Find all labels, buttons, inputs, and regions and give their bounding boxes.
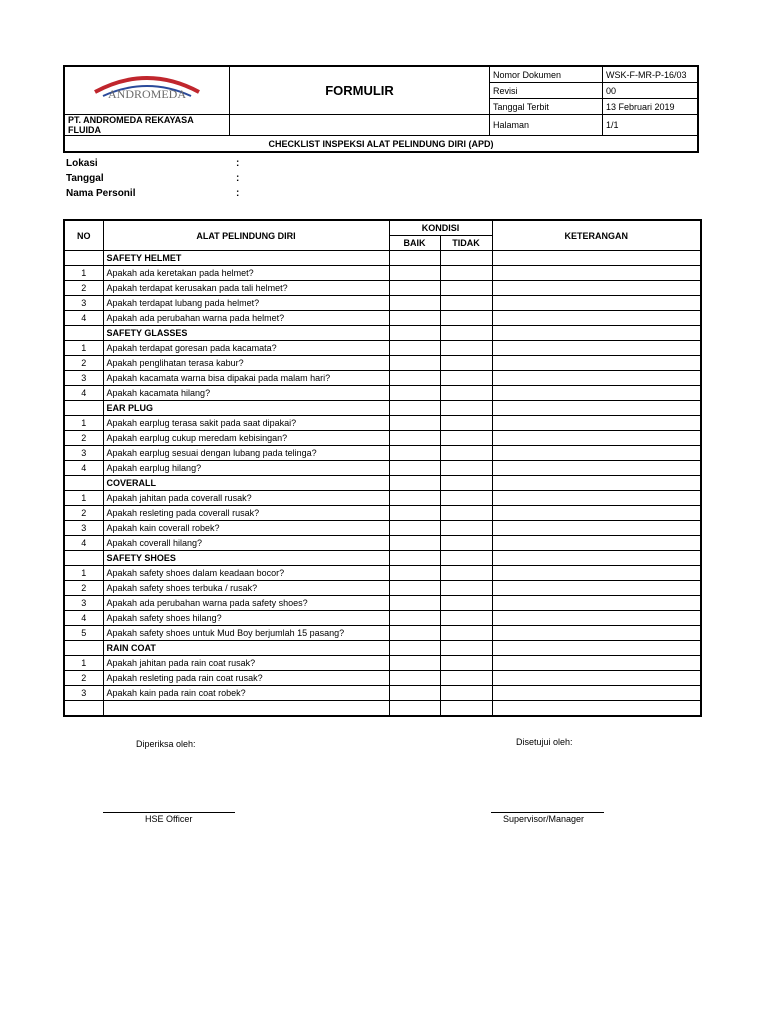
item-number: 2	[64, 431, 103, 446]
keterangan-cell[interactable]	[492, 446, 701, 461]
keterangan-cell[interactable]	[492, 356, 701, 371]
col-kondisi-header: KONDISI	[389, 220, 492, 236]
empty-cell	[64, 641, 103, 656]
item-question: Apakah resleting pada rain coat rusak?	[103, 671, 389, 686]
keterangan-cell[interactable]	[492, 461, 701, 476]
item-question: Apakah coverall hilang?	[103, 536, 389, 551]
tidak-cell[interactable]	[440, 461, 492, 476]
keterangan-cell[interactable]	[492, 326, 701, 341]
form-subtitle: CHECKLIST INSPEKSI ALAT PELINDUNG DIRI (APD)	[64, 136, 698, 153]
tidak-cell[interactable]	[440, 596, 492, 611]
table-row	[64, 416, 701, 431]
table-row	[64, 371, 701, 386]
tidak-cell[interactable]	[440, 641, 492, 656]
item-number: 1	[64, 656, 103, 671]
keterangan-cell[interactable]	[492, 521, 701, 536]
empty-cell	[230, 115, 490, 136]
signature-line-supervisor	[491, 812, 604, 813]
tidak-cell[interactable]	[440, 686, 492, 701]
item-question: Apakah ada perubahan warna pada safety shoes?	[103, 596, 389, 611]
item-number: 3	[64, 296, 103, 311]
hse-officer-label: HSE Officer	[145, 814, 193, 824]
tidak-cell[interactable]	[440, 491, 492, 506]
col-alat-header: ALAT PELINDUNG DIRI	[103, 220, 389, 251]
section-row	[64, 641, 701, 656]
item-question	[103, 701, 389, 717]
tidak-cell[interactable]	[440, 266, 492, 281]
keterangan-cell[interactable]	[492, 536, 701, 551]
item-number: 4	[64, 386, 103, 401]
meta-label: Tanggal Terbit	[490, 99, 603, 115]
field-colon: :	[236, 158, 240, 169]
item-number: 1	[64, 566, 103, 581]
baik-cell[interactable]	[389, 701, 440, 717]
baik-cell[interactable]	[389, 281, 440, 296]
baik-cell[interactable]	[389, 326, 440, 341]
tidak-cell[interactable]	[440, 551, 492, 566]
baik-cell[interactable]	[389, 641, 440, 656]
item-number: 2	[64, 581, 103, 596]
baik-cell[interactable]	[389, 611, 440, 626]
tidak-cell[interactable]	[440, 281, 492, 296]
section-title: SAFETY HELMET	[103, 251, 389, 266]
tidak-cell[interactable]	[440, 701, 492, 717]
tidak-cell[interactable]	[440, 416, 492, 431]
empty-cell	[64, 251, 103, 266]
keterangan-cell[interactable]	[492, 506, 701, 521]
item-question: Apakah jahitan pada coverall rusak?	[103, 491, 389, 506]
item-number: 1	[64, 341, 103, 356]
baik-cell[interactable]	[389, 656, 440, 671]
table-row	[64, 461, 701, 476]
baik-cell[interactable]	[389, 341, 440, 356]
field-colon: :	[236, 188, 240, 199]
section-row	[64, 251, 701, 266]
checked-by-label: Diperiksa oleh:	[136, 739, 196, 749]
section-title: EAR PLUG	[103, 401, 389, 416]
baik-cell[interactable]	[389, 296, 440, 311]
table-row	[64, 581, 701, 596]
keterangan-cell[interactable]	[492, 416, 701, 431]
baik-cell[interactable]	[389, 401, 440, 416]
meta-value: WSK-F-MR-P-16/03	[603, 66, 699, 83]
tidak-cell[interactable]	[440, 341, 492, 356]
tidak-cell[interactable]	[440, 446, 492, 461]
keterangan-cell[interactable]	[492, 296, 701, 311]
table-row	[64, 566, 701, 581]
tidak-cell[interactable]	[440, 311, 492, 326]
baik-cell[interactable]	[389, 416, 440, 431]
item-question: Apakah safety shoes untuk Mud Boy berjumlah 15 pasang?	[103, 626, 389, 641]
tidak-cell[interactable]	[440, 536, 492, 551]
tidak-cell[interactable]	[440, 656, 492, 671]
item-question: Apakah earplug hilang?	[103, 461, 389, 476]
item-question: Apakah ada keretakan pada helmet?	[103, 266, 389, 281]
keterangan-cell[interactable]	[492, 596, 701, 611]
keterangan-cell[interactable]	[492, 266, 701, 281]
item-number: 2	[64, 281, 103, 296]
col-keterangan-header: KETERANGAN	[492, 220, 701, 251]
company-name: PT. ANDROMEDA REKAYASA FLUIDA	[64, 115, 230, 136]
table-row	[64, 491, 701, 506]
item-number: 3	[64, 686, 103, 701]
baik-cell[interactable]	[389, 311, 440, 326]
approved-by-label: Disetujui oleh:	[516, 737, 573, 747]
section-title: COVERALL	[103, 476, 389, 491]
baik-cell[interactable]	[389, 551, 440, 566]
table-row	[64, 386, 701, 401]
table-row	[64, 611, 701, 626]
table-row	[64, 266, 701, 281]
table-row	[64, 656, 701, 671]
item-question: Apakah safety shoes dalam keadaan bocor?	[103, 566, 389, 581]
keterangan-cell[interactable]	[492, 431, 701, 446]
item-question: Apakah safety shoes hilang?	[103, 611, 389, 626]
item-question: Apakah terdapat lubang pada helmet?	[103, 296, 389, 311]
keterangan-cell[interactable]	[492, 251, 701, 266]
meta-label: Revisi	[490, 83, 603, 99]
baik-cell[interactable]	[389, 431, 440, 446]
field-colon: :	[236, 173, 240, 184]
baik-cell[interactable]	[389, 536, 440, 551]
keterangan-cell[interactable]	[492, 371, 701, 386]
table-row	[64, 311, 701, 326]
keterangan-cell[interactable]	[492, 626, 701, 641]
field-nama-personil	[66, 188, 240, 203]
baik-cell[interactable]	[389, 626, 440, 641]
item-question: Apakah terdapat kerusakan pada tali helmet?	[103, 281, 389, 296]
table-row	[64, 356, 701, 371]
meta-label: Nomor Dokumen	[490, 66, 603, 83]
signature-line-hse	[103, 812, 235, 813]
section-row	[64, 401, 701, 416]
tidak-cell[interactable]	[440, 611, 492, 626]
item-number	[64, 701, 103, 717]
baik-cell[interactable]	[389, 686, 440, 701]
item-number: 2	[64, 671, 103, 686]
empty-cell	[64, 401, 103, 416]
col-no-header: NO	[64, 220, 103, 251]
table-row	[64, 431, 701, 446]
keterangan-cell[interactable]	[492, 491, 701, 506]
tidak-cell[interactable]	[440, 371, 492, 386]
table-row	[64, 446, 701, 461]
tidak-cell[interactable]	[440, 566, 492, 581]
item-number: 2	[64, 356, 103, 371]
tidak-cell[interactable]	[440, 251, 492, 266]
section-row	[64, 551, 701, 566]
item-question: Apakah earplug sesuai dengan lubang pada telinga?	[103, 446, 389, 461]
baik-cell[interactable]	[389, 581, 440, 596]
table-row	[64, 296, 701, 311]
item-number: 3	[64, 371, 103, 386]
table-row	[64, 596, 701, 611]
item-question: Apakah jahitan pada rain coat rusak?	[103, 656, 389, 671]
meta-value: 1/1	[603, 115, 699, 136]
baik-cell[interactable]	[389, 671, 440, 686]
baik-cell[interactable]	[389, 461, 440, 476]
item-number: 5	[64, 626, 103, 641]
baik-cell[interactable]	[389, 476, 440, 491]
keterangan-cell[interactable]	[492, 656, 701, 671]
item-number: 3	[64, 521, 103, 536]
baik-cell[interactable]	[389, 251, 440, 266]
info-fields	[66, 158, 240, 203]
item-number: 4	[64, 611, 103, 626]
logo-text: ANDROMEDA	[108, 86, 186, 101]
col-baik-header: BAIK	[389, 236, 440, 251]
section-row	[64, 476, 701, 491]
item-number: 4	[64, 311, 103, 326]
logo-cell	[64, 66, 230, 115]
item-question: Apakah terdapat goresan pada kacamata?	[103, 341, 389, 356]
keterangan-cell[interactable]	[492, 401, 701, 416]
baik-cell[interactable]	[389, 596, 440, 611]
section-title: SAFETY SHOES	[103, 551, 389, 566]
section-row	[64, 326, 701, 341]
table-row	[64, 281, 701, 296]
table-row	[64, 521, 701, 536]
form-title: FORMULIR	[230, 66, 490, 115]
baik-cell[interactable]	[389, 566, 440, 581]
meta-value: 00	[603, 83, 699, 99]
item-question: Apakah safety shoes terbuka / rusak?	[103, 581, 389, 596]
table-row	[64, 626, 701, 641]
baik-cell[interactable]	[389, 506, 440, 521]
keterangan-cell[interactable]	[492, 566, 701, 581]
item-question: Apakah earplug terasa sakit pada saat dipakai?	[103, 416, 389, 431]
item-number: 3	[64, 596, 103, 611]
item-number: 1	[64, 416, 103, 431]
table-row	[64, 671, 701, 686]
field-label: Tanggal	[66, 173, 104, 184]
keterangan-cell[interactable]	[492, 386, 701, 401]
checklist-table	[63, 219, 702, 717]
supervisor-label: Supervisor/Manager	[503, 814, 585, 824]
item-number: 4	[64, 536, 103, 551]
table-row	[64, 506, 701, 521]
keterangan-cell[interactable]	[492, 686, 701, 701]
table-row	[64, 536, 701, 551]
keterangan-cell[interactable]	[492, 311, 701, 326]
item-question: Apakah kacamata hilang?	[103, 386, 389, 401]
item-number: 1	[64, 491, 103, 506]
field-label: Lokasi	[66, 158, 98, 169]
tidak-cell[interactable]	[440, 476, 492, 491]
document-header	[63, 65, 699, 153]
section-title: RAIN COAT	[103, 641, 389, 656]
baik-cell[interactable]	[389, 491, 440, 506]
table-row	[64, 686, 701, 701]
item-question: Apakah kacamata warna bisa dipakai pada malam hari?	[103, 371, 389, 386]
item-question: Apakah ada perubahan warna pada helmet?	[103, 311, 389, 326]
keterangan-cell[interactable]	[492, 551, 701, 566]
empty-cell	[64, 551, 103, 566]
checklist-body	[64, 251, 701, 717]
blank-row	[64, 701, 701, 717]
item-question: Apakah resleting pada coverall rusak?	[103, 506, 389, 521]
field-label: Nama Personil	[66, 188, 136, 199]
keterangan-cell[interactable]	[492, 341, 701, 356]
baik-cell[interactable]	[389, 446, 440, 461]
tidak-cell[interactable]	[440, 356, 492, 371]
item-question: Apakah penglihatan terasa kabur?	[103, 356, 389, 371]
tidak-cell[interactable]	[440, 401, 492, 416]
meta-value: 13 Februari 2019	[603, 99, 699, 115]
baik-cell[interactable]	[389, 356, 440, 371]
keterangan-cell[interactable]	[492, 701, 701, 717]
tidak-cell[interactable]	[440, 521, 492, 536]
tidak-cell[interactable]	[440, 386, 492, 401]
item-question: Apakah earplug cukup meredam kebisingan?	[103, 431, 389, 446]
baik-cell[interactable]	[389, 386, 440, 401]
keterangan-cell[interactable]	[492, 611, 701, 626]
keterangan-cell[interactable]	[492, 281, 701, 296]
col-tidak-header: TIDAK	[440, 236, 492, 251]
meta-label: Halaman	[490, 115, 603, 136]
tidak-cell[interactable]	[440, 671, 492, 686]
item-number: 2	[64, 506, 103, 521]
item-number: 3	[64, 446, 103, 461]
field-lokasi	[66, 158, 240, 173]
keterangan-cell[interactable]	[492, 671, 701, 686]
tidak-cell[interactable]	[440, 431, 492, 446]
keterangan-cell[interactable]	[492, 641, 701, 656]
table-row	[64, 341, 701, 356]
section-title: SAFETY GLASSES	[103, 326, 389, 341]
baik-cell[interactable]	[389, 266, 440, 281]
keterangan-cell[interactable]	[492, 476, 701, 491]
baik-cell[interactable]	[389, 521, 440, 536]
tidak-cell[interactable]	[440, 326, 492, 341]
tidak-cell[interactable]	[440, 581, 492, 596]
item-number: 4	[64, 461, 103, 476]
empty-cell	[64, 476, 103, 491]
keterangan-cell[interactable]	[492, 581, 701, 596]
empty-cell	[64, 326, 103, 341]
baik-cell[interactable]	[389, 371, 440, 386]
andromeda-logo	[87, 70, 207, 110]
tidak-cell[interactable]	[440, 506, 492, 521]
tidak-cell[interactable]	[440, 296, 492, 311]
tidak-cell[interactable]	[440, 626, 492, 641]
item-question: Apakah kain pada rain coat robek?	[103, 686, 389, 701]
field-tanggal	[66, 173, 240, 188]
item-number: 1	[64, 266, 103, 281]
item-question: Apakah kain coverall robek?	[103, 521, 389, 536]
